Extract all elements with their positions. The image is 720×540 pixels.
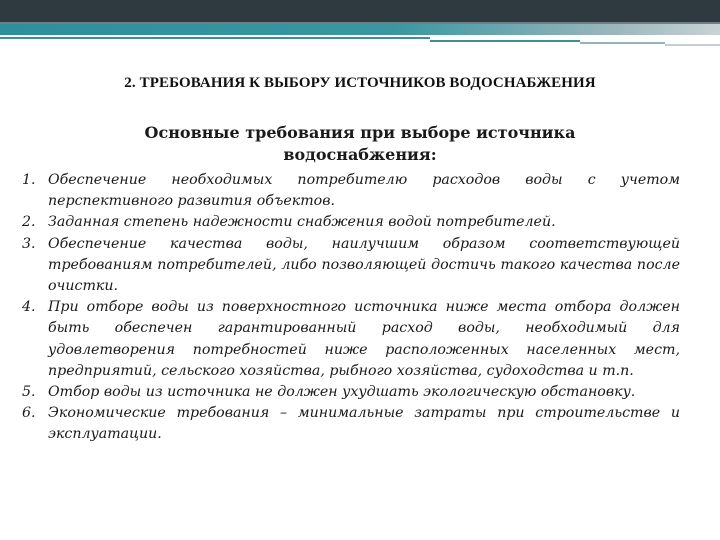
list-item-number: 1. — [22, 172, 36, 188]
list-item — [22, 297, 680, 382]
list-item-text: Обеспечение необходимых потребителю расходов воды с учетом перспективного развития объектов. — [48, 172, 680, 210]
list-item-text: Экономические требования – минимальные затраты при строительстве и эксплуатации. — [48, 405, 680, 443]
list-item-text: Заданная степень надежности снабжения водой потребителей. — [48, 214, 556, 231]
list-item-text: При отборе воды из поверхностного источника ниже места отбора должен быть обеспечен гарантированный расход воды, необходимый для удовлетворения потребностей ниже расположенных населенных мест, предприятий, сельского хозяйства, рыбного хозяйства, судоходства и т.п. — [48, 299, 680, 379]
list-item — [22, 382, 680, 403]
list-item — [22, 170, 680, 212]
list-item-number: 5. — [22, 384, 36, 401]
accent-line — [580, 42, 665, 44]
requirements-list — [22, 170, 680, 446]
slide-header-bar — [0, 0, 720, 22]
list-item-number: 2. — [22, 214, 36, 231]
list-item-number: 3. — [22, 235, 36, 252]
list-item-text: Обеспечение качества воды, наилучшим образом соответствующей требованиям потребителей, либо позволяющей достичь такого качества после очистки. — [48, 235, 680, 295]
accent-line — [0, 37, 430, 39]
slide-title: 2. ТРЕБОВАНИЯ К ВЫБОРУ ИСТОЧНИКОВ ВОДОСНАБЖЕНИЯ — [124, 75, 596, 91]
list-item-number: 4. — [22, 299, 36, 316]
sub-heading: Основные требования при выборе источника водоснабжения: — [144, 123, 576, 164]
accent-line — [430, 40, 580, 42]
list-item — [22, 212, 680, 233]
list-item — [22, 403, 680, 445]
list-item — [22, 234, 680, 298]
accent-line — [665, 44, 720, 46]
slide-accent-strip — [0, 24, 720, 35]
list-item-text: Отбор воды из источника не должен ухудшать экологическую обстановку. — [48, 384, 636, 401]
list-item-number: 6. — [22, 405, 36, 422]
